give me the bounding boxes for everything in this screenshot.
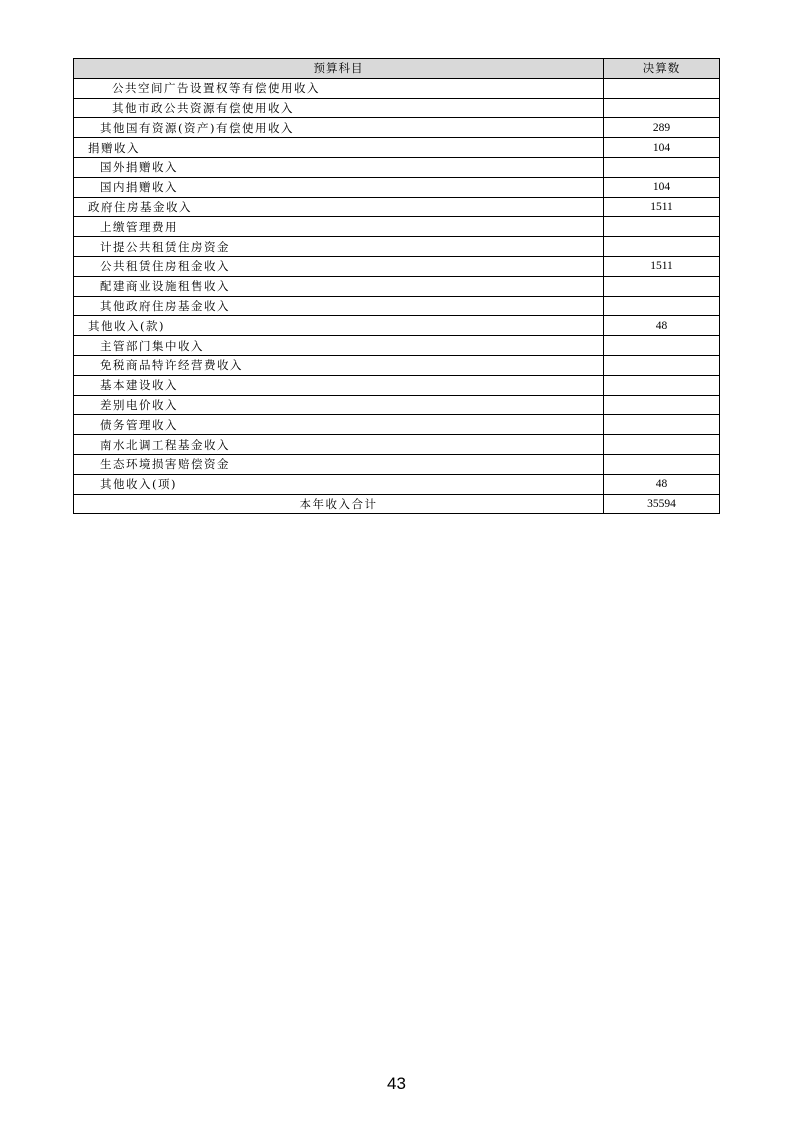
row-amount: [604, 157, 720, 177]
row-amount: [604, 296, 720, 316]
row-amount: [604, 98, 720, 118]
row-item-name: 其他收入(项): [74, 474, 604, 494]
table-row: [74, 276, 720, 296]
table-row: [74, 118, 720, 138]
table-row: [74, 355, 720, 375]
row-item-name: 其他收入(款): [74, 316, 604, 336]
table-row: [74, 474, 720, 494]
row-item-name: 其他政府住房基金收入: [74, 296, 604, 316]
header-final-amount: 决算数: [604, 59, 720, 79]
table-row: [74, 138, 720, 158]
table-row: [74, 78, 720, 98]
row-item-name: 公共租赁住房租金收入: [74, 256, 604, 276]
header-row: [74, 59, 720, 79]
row-item-name: 公共空间广告设置权等有偿使用收入: [74, 78, 604, 98]
row-amount: [604, 375, 720, 395]
row-amount: [604, 415, 720, 435]
header-budget-item: 预算科目: [74, 59, 604, 79]
table-row: [74, 217, 720, 237]
row-amount: 1511: [604, 256, 720, 276]
row-amount: 48: [604, 474, 720, 494]
table-row: [74, 256, 720, 276]
row-item-name: 捐赠收入: [74, 138, 604, 158]
table-row: [74, 375, 720, 395]
row-amount: [604, 395, 720, 415]
row-item-name: 债务管理收入: [74, 415, 604, 435]
row-item-name: 生态环境损害赔偿资金: [74, 454, 604, 474]
row-item-name: 上缴管理费用: [74, 217, 604, 237]
table-row: [74, 415, 720, 435]
row-item-name: 国内捐赠收入: [74, 177, 604, 197]
row-amount: [604, 454, 720, 474]
row-amount: 289: [604, 118, 720, 138]
table-row: [74, 157, 720, 177]
row-amount: [604, 217, 720, 237]
row-item-name: 差别电价收入: [74, 395, 604, 415]
row-item-name: 政府住房基金收入: [74, 197, 604, 217]
table-row: [74, 336, 720, 356]
table-row: [74, 435, 720, 455]
table-body: [74, 78, 720, 494]
row-amount: [604, 276, 720, 296]
row-amount: [604, 435, 720, 455]
row-item-name: 其他市政公共资源有偿使用收入: [74, 98, 604, 118]
row-item-name: 免税商品特许经营费收入: [74, 355, 604, 375]
row-item-name: 国外捐赠收入: [74, 157, 604, 177]
row-item-name: 基本建设收入: [74, 375, 604, 395]
row-item-name: 计提公共租赁住房资金: [74, 237, 604, 257]
row-amount: 104: [604, 138, 720, 158]
row-item-name: 配建商业设施租售收入: [74, 276, 604, 296]
row-amount: [604, 355, 720, 375]
total-value: 35594: [604, 494, 720, 514]
row-item-name: 南水北调工程基金收入: [74, 435, 604, 455]
table-row: [74, 454, 720, 474]
table-row: [74, 296, 720, 316]
row-amount: [604, 78, 720, 98]
table-row: [74, 197, 720, 217]
table-row: [74, 395, 720, 415]
page-number: 43: [387, 1074, 406, 1093]
table-row: [74, 98, 720, 118]
row-amount: [604, 336, 720, 356]
row-amount: 1511: [604, 197, 720, 217]
total-row: [74, 494, 720, 514]
row-item-name: 主管部门集中收入: [74, 336, 604, 356]
row-item-name: 其他国有资源(资产)有偿使用收入: [74, 118, 604, 138]
row-amount: 48: [604, 316, 720, 336]
total-label: 本年收入合计: [74, 494, 604, 514]
row-amount: 104: [604, 177, 720, 197]
table-row: [74, 237, 720, 257]
row-amount: [604, 237, 720, 257]
table-row: [74, 177, 720, 197]
table-row: [74, 316, 720, 336]
budget-table: [73, 58, 720, 514]
